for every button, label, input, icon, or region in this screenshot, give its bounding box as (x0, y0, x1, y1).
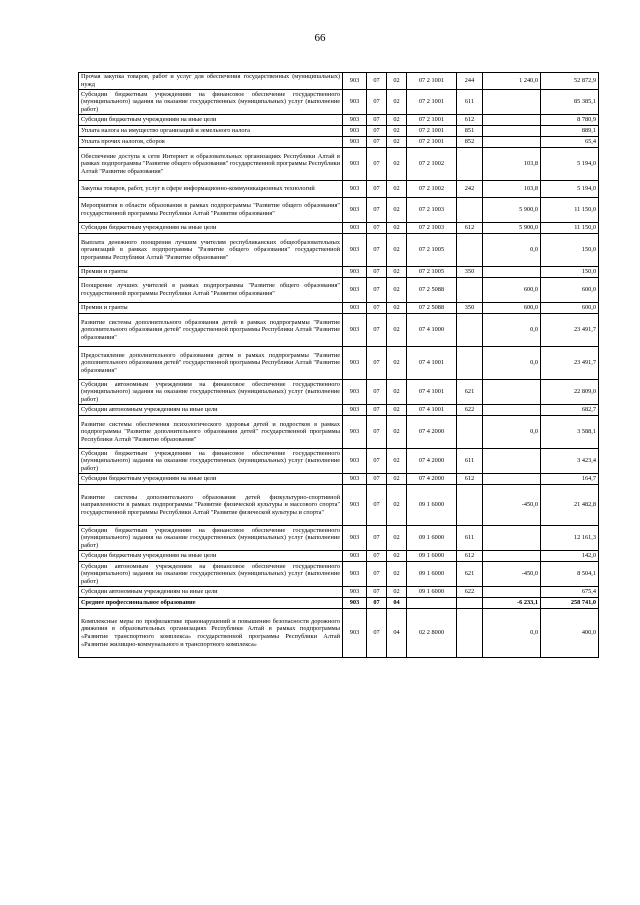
row-expense-type (457, 314, 483, 347)
row-subsection-code: 02 (387, 198, 407, 223)
row-change-amount (483, 526, 541, 551)
row-section-code: 07 (367, 126, 387, 137)
row-expense-type (457, 234, 483, 267)
row-change-amount (483, 380, 541, 405)
row-target-article: 07 2 1003 (407, 223, 457, 234)
row-total-amount: 22 809,0 (541, 380, 599, 405)
row-change-amount (483, 551, 541, 562)
row-ministry-code: 903 (343, 405, 367, 416)
row-subsection-code: 02 (387, 137, 407, 148)
row-target-article: 09 1 6000 (407, 485, 457, 526)
row-description: Закупка товаров, работ, услуг в сфере информационно-коммуникационных технологий (79, 181, 343, 198)
row-subsection-code: 02 (387, 278, 407, 303)
row-expense-type: 621 (457, 380, 483, 405)
table-row (79, 148, 599, 181)
row-expense-type (457, 598, 483, 609)
row-expense-type: 611 (457, 526, 483, 551)
table-row (79, 526, 599, 551)
row-subsection-code: 02 (387, 126, 407, 137)
row-section-code: 07 (367, 485, 387, 526)
row-expense-type: 350 (457, 267, 483, 278)
row-target-article: 09 1 6000 (407, 551, 457, 562)
row-description: Субсидии автономным учреждениям на финансовое обеспечение государственного (муниципального) задания на оказание государственных (муниципальных) услуг (выполнение работ) (79, 380, 343, 405)
row-expense-type (457, 198, 483, 223)
row-ministry-code: 903 (343, 267, 367, 278)
row-section-code: 07 (367, 137, 387, 148)
row-description: Уплата налога на имущество организаций и земельного налога (79, 126, 343, 137)
row-change-amount: -450,0 (483, 485, 541, 526)
row-change-amount (483, 449, 541, 474)
row-target-article: 07 2 1002 (407, 181, 457, 198)
row-change-amount (483, 267, 541, 278)
row-description: Мероприятия в области образования в рамках подпрограммы "Развитие общего образования" государственной программы Республики Алтай "Развитие образования" (79, 198, 343, 223)
row-total-amount: 675,4 (541, 587, 599, 598)
table-row (79, 449, 599, 474)
row-subsection-code: 02 (387, 181, 407, 198)
row-total-amount: 5 194,0 (541, 148, 599, 181)
row-target-article: 07 2 5088 (407, 278, 457, 303)
row-target-article: 07 2 1005 (407, 234, 457, 267)
row-change-amount: 0,0 (483, 234, 541, 267)
table-row (79, 474, 599, 485)
row-change-amount: 103,8 (483, 148, 541, 181)
row-description: Развитие системы обеспечения психологического здоровья детей и подростков в рамках подпрограммы "Развитие дополнительного образования детей" государственной программы Республики Алтай "Развитие образования" (79, 416, 343, 449)
row-ministry-code: 903 (343, 148, 367, 181)
row-ministry-code: 903 (343, 609, 367, 658)
row-target-article: 07 2 1002 (407, 148, 457, 181)
table-row (79, 181, 599, 198)
row-ministry-code: 903 (343, 73, 367, 90)
row-ministry-code: 903 (343, 115, 367, 126)
row-section-code: 07 (367, 562, 387, 587)
row-expense-type: 612 (457, 551, 483, 562)
row-expense-type (457, 278, 483, 303)
row-target-article: 07 4 1001 (407, 405, 457, 416)
row-subsection-code: 02 (387, 314, 407, 347)
row-ministry-code: 903 (343, 198, 367, 223)
row-target-article: 07 4 2000 (407, 416, 457, 449)
row-subsection-code: 02 (387, 405, 407, 416)
row-change-amount: 0,0 (483, 347, 541, 380)
row-section-code: 07 (367, 267, 387, 278)
row-change-amount: 103,8 (483, 181, 541, 198)
row-section-code: 07 (367, 405, 387, 416)
table-row (79, 380, 599, 405)
row-expense-type (457, 609, 483, 658)
row-total-amount: 3 423,4 (541, 449, 599, 474)
row-description: Комплексные меры по профилактике правонарушений и повышению безопасности дорожного движения в образовательных организациях Республики Алтай в рамках подпрограммы «Развитие транспортного комплекса» государственной программы Республики Алтай «Развитие жилищно-коммунального и транспортного комплекса» (79, 609, 343, 658)
table-row (79, 562, 599, 587)
row-target-article: 07 2 1001 (407, 90, 457, 115)
table-row (79, 314, 599, 347)
row-target-article: 07 4 2000 (407, 449, 457, 474)
table-row (79, 416, 599, 449)
row-subsection-code: 02 (387, 562, 407, 587)
row-description: Субсидии бюджетным учреждениям на финансовое обеспечение государственного (муниципального) задания на оказание государственных (муниципальных) услуг (выполнение работ) (79, 526, 343, 551)
row-description: Субсидии автономным учреждениям на иные цели (79, 587, 343, 598)
row-section-code: 07 (367, 90, 387, 115)
page-number: 66 (314, 32, 326, 44)
row-target-article: 07 2 5088 (407, 303, 457, 314)
row-total-amount: 11 150,0 (541, 198, 599, 223)
table-row (79, 115, 599, 126)
row-ministry-code: 903 (343, 474, 367, 485)
row-description: Субсидии бюджетным учреждениям на иные цели (79, 551, 343, 562)
row-subsection-code: 04 (387, 609, 407, 658)
row-ministry-code: 903 (343, 449, 367, 474)
row-target-article: 09 1 6000 (407, 562, 457, 587)
row-subsection-code: 02 (387, 474, 407, 485)
row-description: Субсидии автономным учреждениям на финансовое обеспечение государственного (муниципального) задания на оказание государственных (муниципальных) услуг (выполнение работ) (79, 562, 343, 587)
row-total-amount: 11 150,0 (541, 223, 599, 234)
row-total-amount: 600,0 (541, 278, 599, 303)
budget-table (78, 72, 599, 658)
row-change-amount: 0,0 (483, 609, 541, 658)
row-total-amount: 142,0 (541, 551, 599, 562)
table-row (79, 198, 599, 223)
row-subsection-code: 04 (387, 598, 407, 609)
row-subsection-code: 02 (387, 267, 407, 278)
row-ministry-code: 903 (343, 485, 367, 526)
row-change-amount (483, 405, 541, 416)
row-subsection-code: 02 (387, 148, 407, 181)
row-total-amount: 8 780,9 (541, 115, 599, 126)
table-row (79, 485, 599, 526)
row-ministry-code: 903 (343, 126, 367, 137)
row-subsection-code: 02 (387, 416, 407, 449)
row-description: Выплата денежного поощрения лучшим учителям республиканских общеобразовательных организаций в рамках подпрограммы "Развитие общего образования" государственной программы Республики Алтай "Развитие образования" (79, 234, 343, 267)
row-expense-type: 852 (457, 137, 483, 148)
row-change-amount (483, 137, 541, 148)
row-subsection-code: 02 (387, 449, 407, 474)
table-row (79, 551, 599, 562)
table-row (79, 598, 599, 609)
row-change-amount (483, 126, 541, 137)
row-total-amount: 889,1 (541, 126, 599, 137)
table-row (79, 137, 599, 148)
row-ministry-code: 903 (343, 234, 367, 267)
row-expense-type: 621 (457, 562, 483, 587)
row-subsection-code: 02 (387, 347, 407, 380)
table-row (79, 126, 599, 137)
row-total-amount: 164,7 (541, 474, 599, 485)
row-expense-type: 622 (457, 587, 483, 598)
row-subsection-code: 02 (387, 380, 407, 405)
table-row (79, 405, 599, 416)
row-change-amount: -450,0 (483, 562, 541, 587)
table-row (79, 609, 599, 658)
row-description: Предоставление дополнительного образования детям в рамках подпрограммы "Развитие дополнительного образования детей" государственной программы Республики Алтай "Развитие образования" (79, 347, 343, 380)
row-section-code: 07 (367, 148, 387, 181)
row-section-code: 07 (367, 181, 387, 198)
row-total-amount: 682,7 (541, 405, 599, 416)
row-section-code: 07 (367, 278, 387, 303)
row-expense-type: 242 (457, 181, 483, 198)
row-ministry-code: 903 (343, 347, 367, 380)
row-target-article: 07 2 1001 (407, 73, 457, 90)
row-expense-type (457, 485, 483, 526)
row-subsection-code: 02 (387, 73, 407, 90)
row-change-amount: 1 240,0 (483, 73, 541, 90)
row-change-amount: 600,0 (483, 278, 541, 303)
row-section-code: 07 (367, 598, 387, 609)
row-expense-type: 612 (457, 115, 483, 126)
row-section-code: 07 (367, 416, 387, 449)
row-ministry-code: 903 (343, 90, 367, 115)
row-description: Среднее профессиональное образование (79, 598, 343, 609)
row-ministry-code: 903 (343, 223, 367, 234)
row-target-article: 07 2 1001 (407, 137, 457, 148)
row-total-amount: 600,0 (541, 303, 599, 314)
row-change-amount: -6 233,1 (483, 598, 541, 609)
row-expense-type: 851 (457, 126, 483, 137)
row-section-code: 07 (367, 609, 387, 658)
row-change-amount (483, 90, 541, 115)
row-section-code: 07 (367, 198, 387, 223)
table-row (79, 267, 599, 278)
row-section-code: 07 (367, 73, 387, 90)
row-description: Поощрение лучших учителей в рамках подпрограммы "Развитие общего образования" государственной программы Республики Алтай "Развитие образования" (79, 278, 343, 303)
row-subsection-code: 02 (387, 303, 407, 314)
row-subsection-code: 02 (387, 115, 407, 126)
row-expense-type: 612 (457, 223, 483, 234)
row-change-amount: 600,0 (483, 303, 541, 314)
row-target-article: 07 2 1001 (407, 115, 457, 126)
row-total-amount: 400,0 (541, 609, 599, 658)
row-subsection-code: 02 (387, 485, 407, 526)
row-change-amount (483, 115, 541, 126)
row-total-amount: 85 385,1 (541, 90, 599, 115)
table-row (79, 587, 599, 598)
row-subsection-code: 02 (387, 551, 407, 562)
row-total-amount: 150,0 (541, 267, 599, 278)
row-subsection-code: 02 (387, 90, 407, 115)
row-expense-type (457, 347, 483, 380)
row-change-amount: 0,0 (483, 416, 541, 449)
row-total-amount: 8 504,1 (541, 562, 599, 587)
row-ministry-code: 903 (343, 526, 367, 551)
row-description: Субсидии бюджетным учреждениям на иные цели (79, 474, 343, 485)
row-total-amount: 3 588,1 (541, 416, 599, 449)
row-target-article: 09 1 6000 (407, 587, 457, 598)
row-target-article: 07 4 2000 (407, 474, 457, 485)
row-target-article (407, 598, 457, 609)
row-section-code: 07 (367, 474, 387, 485)
row-description: Субсидии бюджетным учреждениям на иные цели (79, 223, 343, 234)
row-expense-type (457, 416, 483, 449)
row-expense-type: 611 (457, 449, 483, 474)
table-row (79, 234, 599, 267)
row-section-code: 07 (367, 234, 387, 267)
row-section-code: 07 (367, 526, 387, 551)
row-subsection-code: 02 (387, 587, 407, 598)
row-target-article: 07 2 1003 (407, 198, 457, 223)
row-description: Прочая закупка товаров, работ и услуг для обеспечения государственных (муниципальных) нужд (79, 73, 343, 90)
row-section-code: 07 (367, 314, 387, 347)
row-subsection-code: 02 (387, 526, 407, 551)
row-description: Субсидии бюджетным учреждениям на финансовое обеспечение государственного (муниципального) задания на оказание государственных (муниципальных) услуг (выполнение работ) (79, 449, 343, 474)
row-ministry-code: 903 (343, 562, 367, 587)
row-target-article: 02 2 8000 (407, 609, 457, 658)
row-section-code: 07 (367, 380, 387, 405)
row-target-article: 07 4 1001 (407, 380, 457, 405)
row-ministry-code: 903 (343, 551, 367, 562)
row-description: Субсидии бюджетным учреждениям на финансовое обеспечение государственного (муниципального) задания на оказание государственных (муниципальных) услуг (выполнение работ) (79, 90, 343, 115)
row-section-code: 07 (367, 551, 387, 562)
row-description: Развитие системы дополнительного образования детей физкультурно-спортивной направленности в рамках подпрограммы "Развитие физической культуры и массового спорта" государственной программы Республики Алтай "Развитие физической культуры и спорта" (79, 485, 343, 526)
row-ministry-code: 903 (343, 587, 367, 598)
row-description: Развитие системы дополнительного образования детей в рамках подпрограммы "Развитие дополнительного образования детей" государственной программы Республики Алтай "Развитие образования" (79, 314, 343, 347)
table-row (79, 90, 599, 115)
row-ministry-code: 903 (343, 278, 367, 303)
row-total-amount: 23 491,7 (541, 314, 599, 347)
row-subsection-code: 02 (387, 223, 407, 234)
row-subsection-code: 02 (387, 234, 407, 267)
table-row (79, 347, 599, 380)
row-section-code: 07 (367, 449, 387, 474)
row-total-amount: 21 482,8 (541, 485, 599, 526)
row-expense-type: 612 (457, 474, 483, 485)
row-ministry-code: 903 (343, 181, 367, 198)
row-description: Премии и гранты (79, 267, 343, 278)
row-section-code: 07 (367, 347, 387, 380)
row-target-article: 07 2 1001 (407, 126, 457, 137)
row-expense-type: 622 (457, 405, 483, 416)
row-expense-type: 611 (457, 90, 483, 115)
row-ministry-code: 903 (343, 137, 367, 148)
row-change-amount: 5 900,0 (483, 198, 541, 223)
row-target-article: 07 4 1000 (407, 314, 457, 347)
table-row (79, 223, 599, 234)
row-expense-type: 244 (457, 73, 483, 90)
row-target-article: 09 1 6000 (407, 526, 457, 551)
table-row (79, 73, 599, 90)
table-row (79, 303, 599, 314)
row-section-code: 07 (367, 223, 387, 234)
row-ministry-code: 903 (343, 303, 367, 314)
row-change-amount (483, 587, 541, 598)
row-expense-type (457, 148, 483, 181)
row-change-amount (483, 474, 541, 485)
row-description: Субсидии бюджетным учреждениям на иные цели (79, 115, 343, 126)
row-ministry-code: 903 (343, 380, 367, 405)
row-target-article: 07 4 1001 (407, 347, 457, 380)
row-total-amount: 65,4 (541, 137, 599, 148)
row-description: Уплата прочих налогов, сборов (79, 137, 343, 148)
budget-table-body (79, 73, 599, 658)
row-total-amount: 12 161,3 (541, 526, 599, 551)
row-target-article: 07 2 1005 (407, 267, 457, 278)
row-ministry-code: 903 (343, 314, 367, 347)
row-total-amount: 23 491,7 (541, 347, 599, 380)
row-section-code: 07 (367, 115, 387, 126)
row-ministry-code: 903 (343, 416, 367, 449)
row-total-amount: 5 194,0 (541, 181, 599, 198)
row-change-amount: 5 900,0 (483, 223, 541, 234)
row-ministry-code: 903 (343, 598, 367, 609)
row-description: Субсидии автономным учреждениям на иные цели (79, 405, 343, 416)
row-total-amount: 258 741,0 (541, 598, 599, 609)
row-description: Премии и гранты (79, 303, 343, 314)
table-row (79, 278, 599, 303)
row-section-code: 07 (367, 587, 387, 598)
row-expense-type: 350 (457, 303, 483, 314)
row-change-amount: 0,0 (483, 314, 541, 347)
row-description: Обеспечение доступа к сети Интернет и образовательных организациях Республики Алтай в рамках подпрограммы "Развитие общего образования" государственной программы Республики Алтай "Развитие образования" (79, 148, 343, 181)
row-total-amount: 150,0 (541, 234, 599, 267)
row-total-amount: 52 872,9 (541, 73, 599, 90)
row-section-code: 07 (367, 303, 387, 314)
